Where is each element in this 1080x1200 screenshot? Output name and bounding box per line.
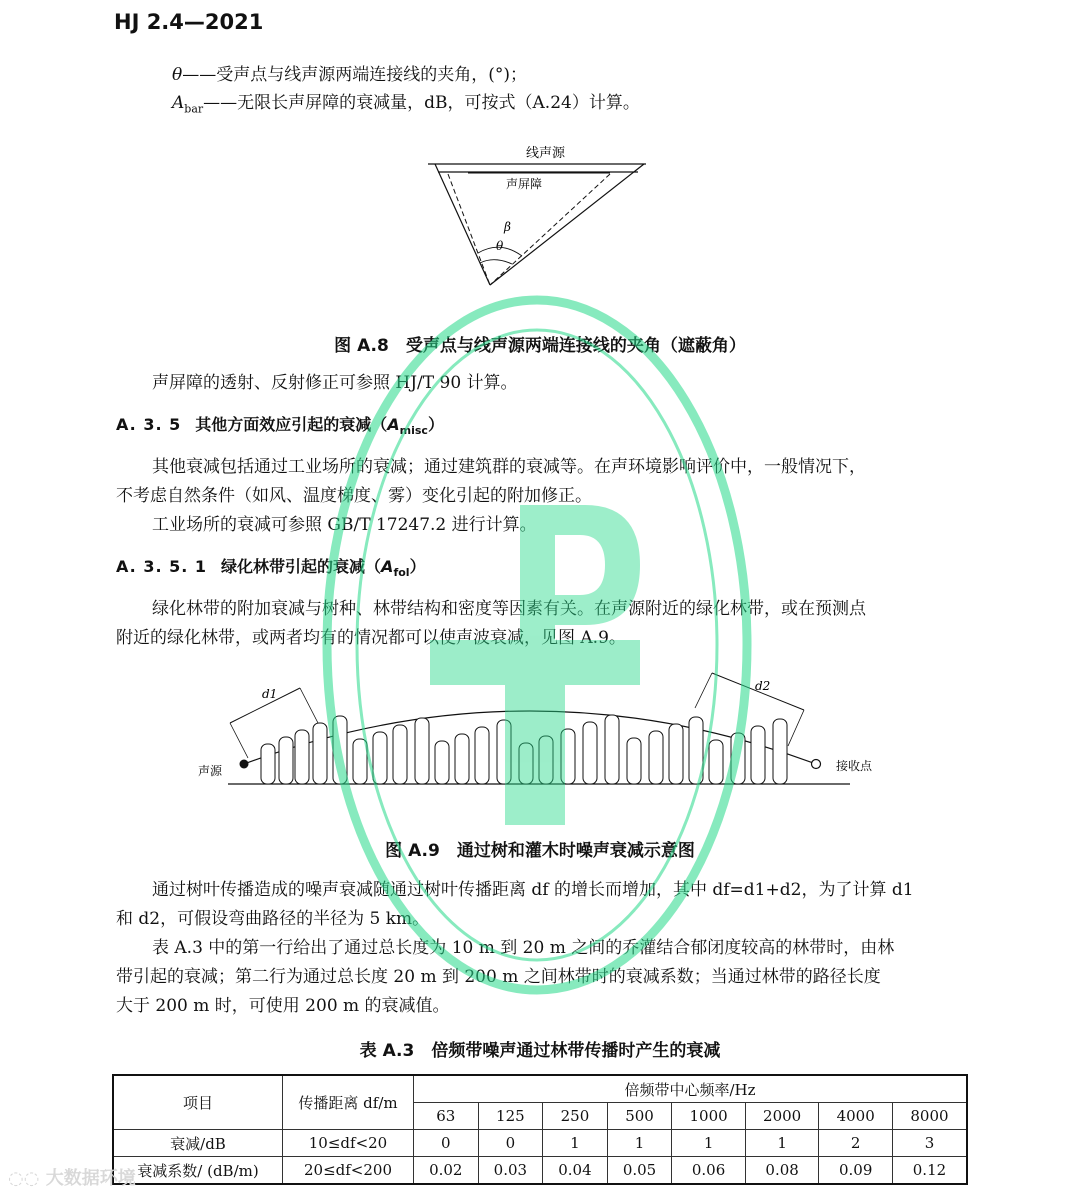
- tree-shape: [435, 741, 449, 784]
- section-subscript: fol: [393, 566, 410, 580]
- value-cell: 0.08: [745, 1157, 819, 1185]
- table-header-row: [113, 1075, 967, 1103]
- freq-cell: 4000: [819, 1103, 893, 1130]
- tree-shape: [583, 722, 597, 784]
- definition-subscript: bar: [184, 102, 204, 116]
- paragraph-reflection: 声屏障的透射、反射修正可参照 HJ/T 90 计算。: [152, 373, 518, 393]
- freq-cell: 63: [414, 1103, 479, 1130]
- tree-shape: [313, 723, 327, 784]
- logo-icon: ◌◌: [8, 1168, 40, 1189]
- definition-theta: [172, 60, 527, 85]
- value-cell: 1: [745, 1130, 819, 1157]
- paragraph-misc-2: 工业场所的衰减可参照 GB/T 17247.2 进行计算。: [152, 515, 537, 535]
- theta-label: θ: [496, 239, 504, 253]
- line-source-label: 线声源: [526, 146, 566, 161]
- paragraph-tree-2c: 大于 200 m 时，可使用 200 m 的衰减值。: [116, 996, 450, 1016]
- sound-barrier-label: 声屏障: [506, 177, 543, 191]
- tree-shape: [353, 739, 367, 784]
- section-number: A. 3. 5: [116, 415, 182, 434]
- tree-shape: [279, 737, 293, 784]
- d2-label: d2: [755, 679, 771, 693]
- logo-text: 大数据环境: [45, 1168, 136, 1189]
- tree-shape: [373, 732, 387, 784]
- value-cell: 0.09: [819, 1157, 893, 1185]
- tree-shape: [415, 718, 429, 784]
- section-title: 绿化林带引起的衰减（: [221, 557, 382, 576]
- value-cell: 0.02: [414, 1157, 479, 1185]
- definition-dash: ——: [182, 65, 217, 85]
- value-cell: 2: [819, 1130, 893, 1157]
- header-frequency: 倍频带中心频率/Hz: [414, 1075, 968, 1103]
- section-subscript: misc: [399, 424, 428, 438]
- value-cell: 0.06: [672, 1157, 746, 1185]
- freq-cell: 8000: [892, 1103, 967, 1130]
- tree-shape: [295, 730, 309, 784]
- table-row: [113, 1157, 967, 1185]
- tree-shape: [689, 717, 703, 784]
- source-point: [240, 760, 249, 769]
- figure-a9-diagram: [190, 668, 890, 798]
- tree-shape: [649, 731, 663, 784]
- document-code: HJ 2.4—2021: [114, 10, 264, 34]
- row-item: 衰减/dB: [113, 1130, 283, 1157]
- tree-shape: [455, 734, 469, 784]
- section-number: A. 3. 5. 1: [116, 557, 208, 576]
- freq-cell: 500: [607, 1103, 672, 1130]
- paragraph-misc-1a: 其他衰减包括通过工业场所的衰减；通过建筑群的衰减等。在声环境影响评价中，一般情况下，: [152, 457, 866, 477]
- figure-a9-caption: 图 A.9 通过树和灌木时噪声衰减示意图: [385, 841, 695, 861]
- freq-cell: 250: [543, 1103, 608, 1130]
- table-row: [113, 1130, 967, 1157]
- tree-shape: [261, 744, 275, 784]
- value-cell: 0.12: [892, 1157, 967, 1185]
- value-cell: 1: [672, 1130, 746, 1157]
- definition-symbol: θ: [172, 65, 183, 85]
- header-item: 项目: [113, 1075, 283, 1130]
- section-close: ）: [409, 557, 426, 576]
- paragraph-tree-1b: 和 d2，可假设弯曲路径的半径为 5 km。: [116, 909, 430, 929]
- freq-cell: 2000: [745, 1103, 819, 1130]
- receiver-point: [812, 760, 821, 769]
- row-distance: 10≤df<20: [283, 1130, 414, 1157]
- tree-shape: [475, 727, 489, 784]
- corner-logo: [8, 1164, 136, 1190]
- value-cell: 0.04: [543, 1157, 608, 1185]
- value-cell: 3: [892, 1130, 967, 1157]
- section-a35-heading: [116, 412, 444, 437]
- value-cell: 0: [478, 1130, 543, 1157]
- paragraph-misc-1b: 不考虑自然条件（如风、温度梯度、雾）变化引起的附加修正。: [116, 486, 592, 506]
- tree-shape: [731, 733, 745, 784]
- section-title: 其他方面效应引起的衰减（: [195, 415, 388, 434]
- row-distance: 20≤df<200: [283, 1157, 414, 1185]
- value-cell: 0.03: [478, 1157, 543, 1185]
- section-symbol: A: [387, 415, 400, 434]
- table-a3-caption: 表 A.3 倍频带噪声通过林带传播时产生的衰减: [359, 1041, 721, 1061]
- figure-a8-diagram: [420, 140, 660, 300]
- paragraph-fol-1a: 绿化林带的附加衰减与树种、林带结构和密度等因素有关。在声源附近的绿化林带，或在预测点: [152, 599, 866, 619]
- paragraph-fol-1b: 附近的绿化林带，或两者均有的情况都可以使声波衰减，见图 A.9。: [116, 628, 626, 648]
- tree-shape: [751, 726, 765, 784]
- definition-text: 无限长声屏障的衰减量，dB，可按式（A.24）计算。: [237, 93, 640, 113]
- paragraph-tree-1a: 通过树叶传播造成的噪声衰减随通过树叶传播距离 df 的增长而增加，其中 df=d1+d2，为了计算 d1: [152, 880, 914, 900]
- paragraph-tree-2a: 表 A.3 中的第一行给出了通过总长度为 10 m 到 20 m 之间的乔灌结合郁闭度较高的林带时，由林: [152, 938, 895, 958]
- freq-cell: 1000: [672, 1103, 746, 1130]
- value-cell: 1: [607, 1130, 672, 1157]
- tree-shape: [627, 738, 641, 784]
- tree-shape: [709, 740, 723, 784]
- section-symbol: A: [381, 557, 394, 576]
- figure-a8-caption: 图 A.8 受声点与线声源两端连接线的夹角（遮蔽角）: [334, 336, 746, 356]
- source-label: 声源: [198, 764, 223, 778]
- tree-shape: [497, 720, 511, 784]
- beta-label: β: [504, 220, 511, 234]
- value-cell: 0: [414, 1130, 479, 1157]
- tree-shape: [605, 715, 619, 784]
- definition-symbol: A: [172, 93, 185, 113]
- d1-label: d1: [262, 687, 278, 701]
- receiver-label: 接收点: [836, 759, 873, 773]
- tree-shape: [393, 725, 407, 784]
- definition-abar: [172, 88, 640, 115]
- tree-shape: [519, 743, 533, 784]
- tree-row: [261, 715, 787, 784]
- tree-shape: [669, 724, 683, 784]
- value-cell: 1: [543, 1130, 608, 1157]
- paragraph-tree-2b: 带引起的衰减；第二行为通过总长度 20 m 到 200 m 之间林带时的衰减系数；当通过林带的路径长度: [116, 967, 881, 987]
- tree-shape: [561, 729, 575, 784]
- table-a3: [112, 1074, 968, 1185]
- tree-shape: [333, 716, 347, 784]
- freq-cell: 125: [478, 1103, 543, 1130]
- tree-shape: [539, 736, 553, 784]
- header-distance: 传播距离 df/m: [283, 1075, 414, 1130]
- tree-shape: [773, 719, 787, 784]
- row-item: 衰减系数/ (dB/m): [113, 1157, 283, 1185]
- value-cell: 0.05: [607, 1157, 672, 1185]
- definition-text: 受声点与线声源两端连接线的夹角，(°)；: [216, 65, 528, 85]
- section-close: ）: [427, 415, 444, 434]
- definition-dash: ——: [203, 93, 238, 113]
- section-a351-heading: [116, 554, 426, 579]
